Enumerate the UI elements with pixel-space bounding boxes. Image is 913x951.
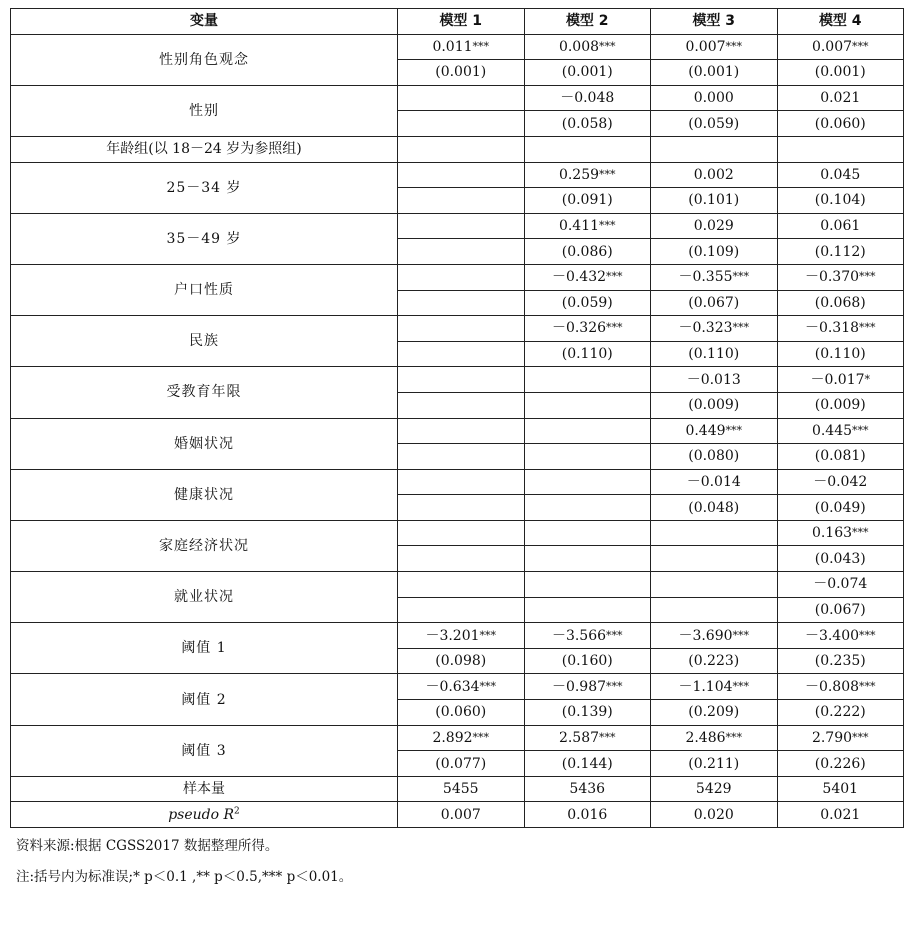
- value-text: －0.014: [686, 473, 741, 490]
- std-error-cell: [777, 341, 904, 367]
- value-text: 0.021: [820, 90, 861, 107]
- value-text: (0.223): [688, 653, 740, 670]
- std-error-cell: [777, 290, 904, 316]
- variable-label: 25－34 岁: [11, 162, 398, 213]
- value-text: －0.074: [813, 576, 868, 593]
- std-error-cell: [398, 648, 525, 674]
- value-text: (0.049): [814, 499, 866, 516]
- significance-stars: ***: [606, 270, 623, 284]
- significance-stars: ***: [852, 423, 869, 437]
- coefficient-cell: [651, 572, 778, 598]
- pseudo-r2-superscript: 2: [234, 806, 240, 817]
- value-text: (0.067): [688, 294, 740, 311]
- std-error-cell: [398, 341, 525, 367]
- std-error-cell: [524, 392, 651, 418]
- coefficient-cell: [651, 623, 778, 649]
- value-text: (0.001): [688, 64, 740, 81]
- std-error-cell: [777, 392, 904, 418]
- coefficient-cell: [777, 572, 904, 598]
- coefficient-cell: [398, 623, 525, 649]
- std-error-cell: [398, 495, 525, 521]
- coefficient-cell: [398, 418, 525, 444]
- significance-stars: ***: [599, 730, 616, 744]
- value-text: －0.318: [804, 320, 860, 337]
- empty-cell: [777, 136, 904, 162]
- value-text: (0.059): [688, 115, 740, 132]
- std-error-cell: [398, 444, 525, 470]
- value-text: －3.400: [804, 627, 860, 644]
- value-text: (0.059): [561, 294, 613, 311]
- std-error-cell: [651, 495, 778, 521]
- significance-stars: ***: [852, 730, 869, 744]
- std-error-cell: [524, 648, 651, 674]
- coef-row: [11, 34, 904, 60]
- value-text: (0.001): [561, 64, 613, 81]
- significance-stars: ***: [479, 679, 497, 693]
- header-model-2: 模型 2: [524, 9, 651, 35]
- value-text: －0.323: [678, 320, 733, 337]
- variable-label: 健康状况: [11, 469, 398, 520]
- value-text: －0.355: [678, 269, 733, 286]
- coefficient-cell: [651, 674, 778, 700]
- coefficient-cell: [398, 316, 525, 342]
- value-text: －3.201: [425, 627, 480, 644]
- value-text: －0.048: [560, 90, 615, 107]
- value-text: 2.892: [432, 729, 473, 746]
- value-text: －0.042: [813, 473, 868, 490]
- significance-stars: ***: [479, 628, 497, 642]
- significance-stars: ***: [599, 219, 616, 233]
- empty-cell: [524, 136, 651, 162]
- coefficient-cell: [524, 264, 651, 290]
- value-text: 0.029: [693, 218, 734, 235]
- std-error-cell: [651, 597, 778, 623]
- significance-stars: ***: [852, 39, 869, 53]
- coefficient-cell: [398, 572, 525, 598]
- coefficient-cell: [398, 34, 525, 60]
- coefficient-cell: [777, 264, 904, 290]
- std-error-cell: [651, 60, 778, 86]
- std-error-cell: [398, 60, 525, 86]
- std-error-cell: [524, 444, 651, 470]
- value-text: (0.043): [814, 550, 866, 567]
- coef-row: [11, 520, 904, 546]
- variable-label: 性别: [11, 85, 398, 136]
- value-text: (0.110): [814, 346, 866, 363]
- sample-size-cell: 5401: [777, 776, 904, 802]
- coefficient-cell: [524, 520, 651, 546]
- significance-stars: ***: [859, 628, 876, 642]
- coefficient-cell: [398, 264, 525, 290]
- std-error-cell: [651, 700, 778, 726]
- value-text: 2.486: [685, 729, 726, 746]
- coefficient-cell: [651, 520, 778, 546]
- value-text: －0.634: [425, 678, 480, 695]
- value-text: －0.370: [804, 269, 860, 286]
- regression-table: [10, 8, 904, 828]
- coefficient-cell: [651, 469, 778, 495]
- std-error-cell: [524, 751, 651, 777]
- significance-stars: ***: [732, 628, 750, 642]
- value-text: 0.445: [811, 422, 853, 439]
- significance-stars: ***: [725, 39, 743, 53]
- std-error-cell: [651, 392, 778, 418]
- coef-row: [11, 85, 904, 111]
- value-text: －3.566: [551, 627, 607, 644]
- coef-row: [11, 367, 904, 393]
- table-notes: [10, 840, 903, 884]
- header-row: [11, 9, 904, 35]
- variable-label: 性别角色观念: [11, 34, 398, 85]
- std-error-cell: [398, 290, 525, 316]
- significance-stars: ***: [732, 321, 750, 335]
- value-text: 0.163: [811, 525, 853, 542]
- pseudo-r2-row: [11, 802, 904, 828]
- std-error-cell: [651, 111, 778, 137]
- coefficient-cell: [398, 85, 525, 111]
- coefficient-cell: [524, 34, 651, 60]
- value-text: (0.048): [688, 499, 740, 516]
- variable-label: 就业状况: [11, 572, 398, 623]
- value-text: 0.007: [685, 38, 726, 55]
- value-text: (0.226): [814, 755, 866, 772]
- sample-size-cell: 5429: [651, 776, 778, 802]
- coefficient-cell: [651, 725, 778, 751]
- coefficient-cell: [651, 316, 778, 342]
- coefficient-cell: [398, 367, 525, 393]
- value-text: －0.987: [551, 678, 607, 695]
- coefficient-cell: [777, 725, 904, 751]
- pseudo-r2-label: [11, 802, 398, 828]
- coefficient-cell: [777, 674, 904, 700]
- variable-label: 阈值 1: [11, 623, 398, 674]
- variable-label: 婚姻状况: [11, 418, 398, 469]
- pseudo-r2-cell: 0.021: [777, 802, 904, 828]
- coef-row: [11, 418, 904, 444]
- value-text: (0.098): [435, 653, 487, 670]
- significance-stars: ***: [472, 39, 490, 53]
- coefficient-cell: [777, 213, 904, 239]
- significance-stars: ***: [859, 321, 876, 335]
- coefficient-cell: [777, 520, 904, 546]
- pseudo-r2-cell: 0.016: [524, 802, 651, 828]
- sample-size-row: [11, 776, 904, 802]
- std-error-cell: [651, 188, 778, 214]
- significance-stars: ***: [599, 39, 616, 53]
- table-header: [11, 9, 904, 35]
- significance-stars: ***: [606, 628, 623, 642]
- significance-stars: ***: [732, 270, 750, 284]
- variable-label: 受教育年限: [11, 367, 398, 418]
- coefficient-cell: [777, 316, 904, 342]
- value-text: (0.068): [814, 294, 866, 311]
- value-text: (0.091): [561, 192, 613, 209]
- std-error-cell: [777, 597, 904, 623]
- pseudo-r2-wrap: [168, 807, 240, 823]
- value-text: (0.009): [814, 397, 866, 414]
- value-text: (0.209): [688, 704, 740, 721]
- coefficient-cell: [524, 725, 651, 751]
- coefficient-cell: [398, 162, 525, 188]
- variable-label: 家庭经济状况: [11, 520, 398, 571]
- pseudo-r2-cell: 0.007: [398, 802, 525, 828]
- significance-stars: ***: [725, 730, 743, 744]
- source-note: 资料来源:根据 CGSS2017 数据整理所得。: [16, 838, 279, 854]
- std-error-cell: [777, 495, 904, 521]
- coefficient-cell: [777, 469, 904, 495]
- group-row: [11, 136, 904, 162]
- value-text: (0.144): [561, 755, 613, 772]
- header-model-4: 模型 4: [777, 9, 904, 35]
- std-error-cell: [651, 341, 778, 367]
- value-text: (0.112): [814, 243, 866, 260]
- significance-stars: ***: [599, 167, 616, 181]
- coefficient-cell: [651, 418, 778, 444]
- sample-size-label: 样本量: [11, 776, 398, 802]
- coefficient-cell: [651, 162, 778, 188]
- value-text: 2.790: [811, 729, 853, 746]
- value-text: (0.077): [435, 755, 487, 772]
- coefficient-cell: [398, 469, 525, 495]
- variable-label: 阈值 3: [11, 725, 398, 776]
- coefficient-cell: [398, 213, 525, 239]
- coefficient-cell: [651, 34, 778, 60]
- table-body: [11, 34, 904, 827]
- coefficient-cell: [524, 213, 651, 239]
- coef-row: [11, 213, 904, 239]
- coefficient-cell: [524, 316, 651, 342]
- value-text: (0.109): [688, 243, 740, 260]
- significance-stars: ***: [859, 270, 876, 284]
- coefficient-cell: [524, 418, 651, 444]
- value-text: (0.104): [814, 192, 866, 209]
- std-error-cell: [524, 188, 651, 214]
- value-text: (0.139): [561, 704, 613, 721]
- header-model-3: 模型 3: [651, 9, 778, 35]
- coef-row: [11, 162, 904, 188]
- significance-stars: ***: [732, 679, 750, 693]
- value-text: －0.808: [804, 678, 860, 695]
- significance-stars: ***: [859, 679, 876, 693]
- value-text: (0.060): [814, 115, 866, 132]
- empty-cell: [651, 136, 778, 162]
- value-text: (0.101): [688, 192, 740, 209]
- value-text: 0.002: [693, 166, 734, 183]
- std-error-cell: [398, 597, 525, 623]
- variable-label: 户口性质: [11, 264, 398, 315]
- std-error-cell: [524, 597, 651, 623]
- significance-stars: *: [864, 372, 871, 386]
- value-text: －1.104: [678, 678, 733, 695]
- value-text: (0.080): [688, 448, 740, 465]
- value-text: 0.449: [685, 422, 726, 439]
- header-variable: 变量: [11, 9, 398, 35]
- value-text: －0.432: [551, 269, 607, 286]
- value-text: (0.067): [814, 601, 866, 618]
- std-error-cell: [398, 700, 525, 726]
- std-error-cell: [777, 700, 904, 726]
- significance-stars: ***: [852, 526, 869, 540]
- std-error-cell: [524, 546, 651, 572]
- coefficient-cell: [398, 725, 525, 751]
- value-text: (0.060): [435, 704, 487, 721]
- coefficient-cell: [524, 469, 651, 495]
- value-text: (0.086): [561, 243, 613, 260]
- coefficient-cell: [651, 85, 778, 111]
- coef-row: [11, 469, 904, 495]
- value-text: －0.326: [551, 320, 607, 337]
- coefficient-cell: [524, 623, 651, 649]
- std-error-cell: [524, 60, 651, 86]
- coefficient-cell: [524, 162, 651, 188]
- coef-row: [11, 572, 904, 598]
- std-error-cell: [524, 700, 651, 726]
- pseudo-r2-cell: 0.020: [651, 802, 778, 828]
- variable-label: 阈值 2: [11, 674, 398, 725]
- value-text: 0.045: [820, 166, 861, 183]
- std-error-cell: [651, 751, 778, 777]
- sample-size-cell: 5436: [524, 776, 651, 802]
- significance-stars: ***: [472, 730, 490, 744]
- std-error-cell: [398, 751, 525, 777]
- std-error-cell: [524, 290, 651, 316]
- std-error-cell: [777, 188, 904, 214]
- coefficient-cell: [398, 520, 525, 546]
- significance-stars: ***: [606, 321, 623, 335]
- std-error-cell: [524, 111, 651, 137]
- std-error-cell: [524, 341, 651, 367]
- coefficient-cell: [524, 674, 651, 700]
- coefficient-cell: [777, 85, 904, 111]
- value-text: (0.081): [814, 448, 866, 465]
- std-error-cell: [524, 495, 651, 521]
- std-error-cell: [398, 111, 525, 137]
- value-text: (0.009): [688, 397, 740, 414]
- coef-row: [11, 725, 904, 751]
- coefficient-cell: [651, 367, 778, 393]
- significance-stars: ***: [725, 423, 743, 437]
- coefficient-cell: [777, 418, 904, 444]
- coefficient-cell: [524, 367, 651, 393]
- coefficient-cell: [777, 623, 904, 649]
- coef-row: [11, 674, 904, 700]
- value-text: (0.001): [435, 64, 487, 81]
- value-text: 0.008: [558, 38, 600, 55]
- variable-label: 35－49 岁: [11, 213, 398, 264]
- value-text: 0.259: [558, 166, 600, 183]
- std-error-cell: [777, 546, 904, 572]
- std-error-cell: [651, 444, 778, 470]
- header-model-1: 模型 1: [398, 9, 525, 35]
- coefficient-cell: [777, 34, 904, 60]
- coefficient-cell: [651, 213, 778, 239]
- regression-table-container: [10, 8, 903, 901]
- std-error-cell: [651, 290, 778, 316]
- std-error-cell: [777, 239, 904, 265]
- coefficient-cell: [777, 367, 904, 393]
- std-error-cell: [524, 239, 651, 265]
- std-error-cell: [398, 392, 525, 418]
- coefficient-cell: [777, 162, 904, 188]
- coefficient-cell: [398, 674, 525, 700]
- value-text: 0.007: [811, 38, 853, 55]
- value-text: (0.160): [561, 653, 613, 670]
- value-text: 0.000: [693, 90, 734, 107]
- std-error-cell: [398, 239, 525, 265]
- value-text: (0.235): [814, 653, 866, 670]
- coef-row: [11, 264, 904, 290]
- std-error-cell: [777, 444, 904, 470]
- std-error-cell: [398, 546, 525, 572]
- std-error-cell: [398, 188, 525, 214]
- std-error-cell: [777, 648, 904, 674]
- value-text: 0.411: [558, 218, 600, 235]
- value-text: (0.222): [814, 704, 866, 721]
- value-text: 0.061: [820, 218, 861, 235]
- coef-row: [11, 316, 904, 342]
- variable-label: 民族: [11, 316, 398, 367]
- group-label: 年龄组(以 18－24 岁为参照组): [11, 136, 398, 162]
- pseudo-r2-text: pseudo R: [168, 807, 235, 824]
- std-error-cell: [777, 60, 904, 86]
- std-error-cell: [651, 648, 778, 674]
- coefficient-cell: [524, 572, 651, 598]
- value-text: (0.110): [561, 346, 613, 363]
- value-text: 0.011: [432, 38, 473, 55]
- std-error-cell: [777, 751, 904, 777]
- coef-row: [11, 623, 904, 649]
- value-text: (0.211): [688, 755, 740, 772]
- coefficient-cell: [651, 264, 778, 290]
- value-text: －3.690: [678, 627, 733, 644]
- std-error-cell: [651, 239, 778, 265]
- std-error-cell: [651, 546, 778, 572]
- sample-size-cell: 5455: [398, 776, 525, 802]
- empty-cell: [398, 136, 525, 162]
- significance-note: 注:括号内为标准误;* p＜0.1 ,** p＜0.5,*** p＜0.01。: [16, 868, 353, 885]
- value-text: (0.001): [814, 64, 866, 81]
- std-error-cell: [777, 111, 904, 137]
- value-text: －0.017: [810, 371, 865, 388]
- significance-stars: ***: [606, 679, 623, 693]
- value-text: －0.013: [686, 371, 741, 388]
- coefficient-cell: [524, 85, 651, 111]
- value-text: (0.110): [688, 346, 740, 363]
- value-text: 2.587: [558, 729, 600, 746]
- value-text: (0.058): [561, 115, 613, 132]
